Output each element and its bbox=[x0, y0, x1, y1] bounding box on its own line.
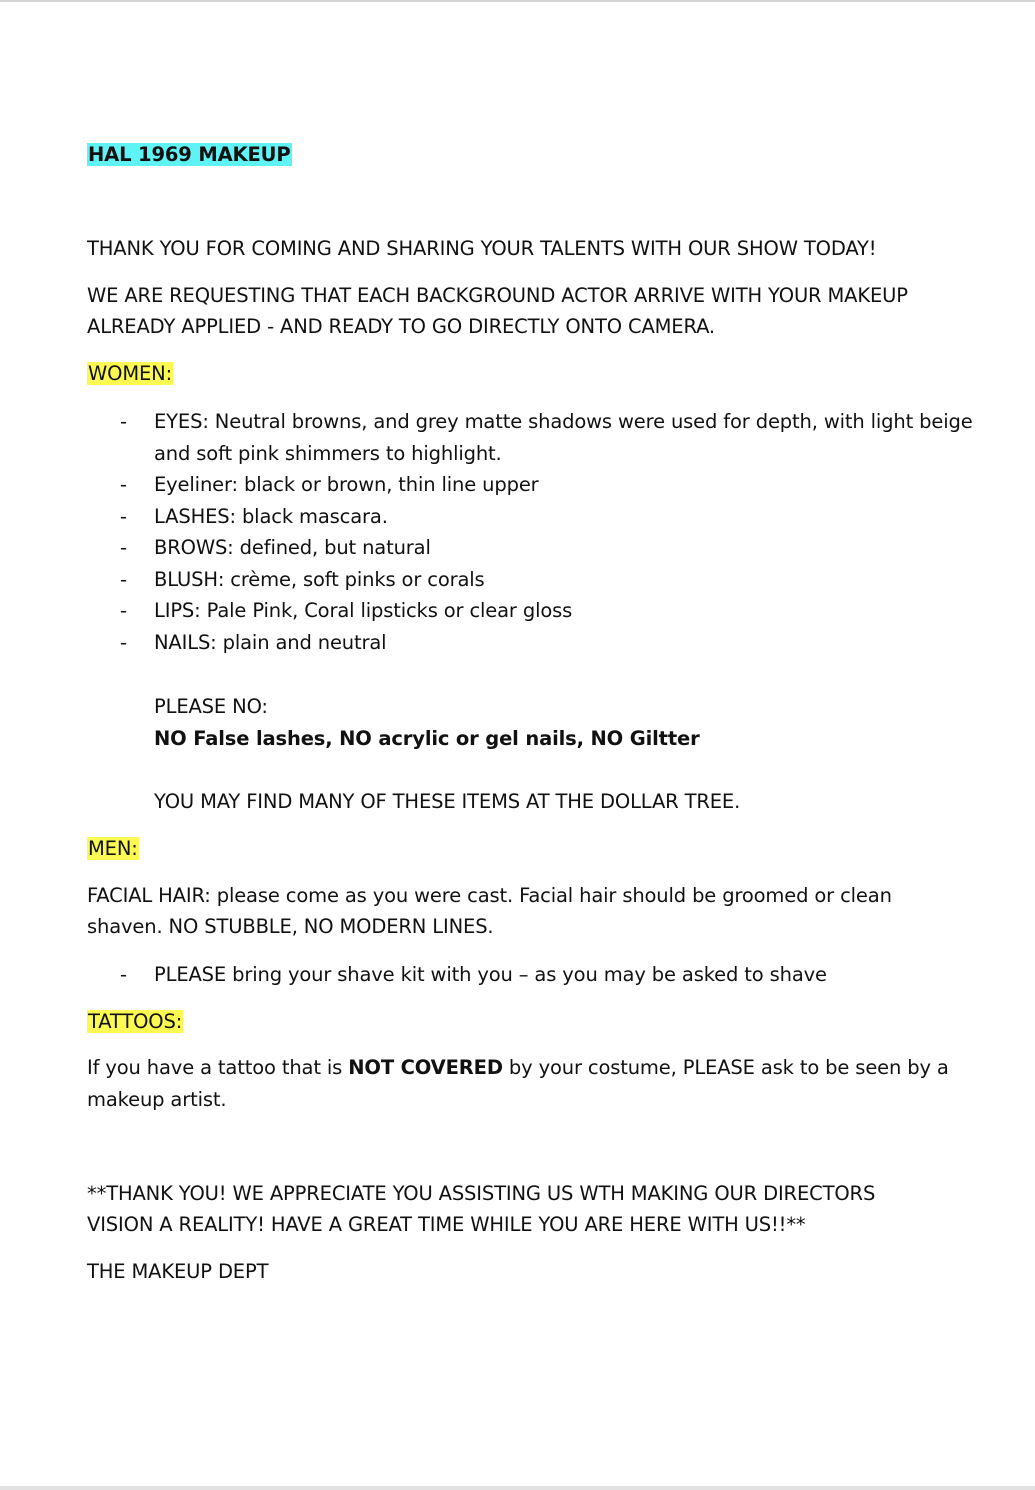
please-no-items bbox=[87, 723, 700, 755]
please-no-label: PLEASE NO: bbox=[154, 695, 268, 718]
please-no-items-text: NO False lashes, NO acrylic or gel nails, NO Giltter bbox=[154, 727, 700, 750]
list-item-text: LIPS: Pale Pink, Coral lipsticks or clear gloss bbox=[154, 599, 573, 622]
list-item-text: BLUSH: crème, soft pinks or corals bbox=[154, 567, 485, 591]
list-item bbox=[87, 406, 973, 469]
women-list bbox=[87, 406, 973, 658]
list-item-text-cont: and soft pink shimmers to highlight. bbox=[154, 441, 502, 465]
tattoos-line-2: makeup artist. bbox=[87, 1088, 227, 1111]
closing-line-2: VISION A REALITY! HAVE A GREAT TIME WHILE YOU ARE HERE WITH US!!** bbox=[87, 1213, 806, 1236]
women-heading-highlight: WOMEN: bbox=[88, 362, 173, 385]
request-line-1: WE ARE REQUESTING THAT EACH BACKGROUND ACTOR ARRIVE WITH YOUR MAKEUP bbox=[87, 284, 908, 307]
closing-line-1: **THANK YOU! WE APPRECIATE YOU ASSISTING US WTH MAKING OUR DIRECTORS bbox=[87, 1182, 876, 1205]
signature: THE MAKEUP DEPT bbox=[87, 1260, 269, 1283]
tattoos-line-1 bbox=[87, 1052, 949, 1084]
facial-hair-line-2: shaven. NO STUBBLE, NO MODERN LINES. bbox=[87, 915, 494, 938]
list-item-text: BROWS: defined, but natural bbox=[154, 536, 431, 559]
list-item bbox=[87, 469, 973, 501]
list-item bbox=[87, 564, 973, 596]
thank-you-line: THANK YOU FOR COMING AND SHARING YOUR TALENTS WITH OUR SHOW TODAY! bbox=[87, 237, 877, 260]
bullet-dash: - bbox=[120, 473, 127, 496]
document-title bbox=[87, 139, 292, 171]
dollar-tree-note: YOU MAY FIND MANY OF THESE ITEMS AT THE DOLLAR TREE. bbox=[154, 790, 741, 813]
title-highlight: HAL 1969 MAKEUP bbox=[88, 143, 291, 166]
bullet-dash: - bbox=[120, 567, 127, 591]
bullet-dash: - bbox=[120, 410, 127, 433]
bullet-dash: - bbox=[120, 630, 127, 654]
men-heading-highlight: MEN: bbox=[88, 837, 138, 860]
tattoos-heading-highlight: TATTOOS: bbox=[88, 1010, 183, 1033]
request-line-2: ALREADY APPLIED - AND READY TO GO DIRECTLY ONTO CAMERA. bbox=[87, 315, 715, 338]
list-item-text: Eyeliner: black or brown, thin line upper bbox=[154, 473, 539, 496]
list-item bbox=[87, 532, 973, 564]
tattoos-text-bold: NOT COVERED bbox=[348, 1056, 503, 1079]
list-item bbox=[87, 501, 973, 533]
women-heading bbox=[87, 358, 173, 390]
list-item-text: PLEASE bring your shave kit with you – as you may be asked to shave bbox=[154, 963, 827, 986]
bullet-dash: - bbox=[120, 504, 127, 528]
tattoos-text-after: by your costume, PLEASE ask to be seen by a bbox=[502, 1056, 949, 1079]
list-item-text: NAILS: plain and neutral bbox=[154, 630, 387, 654]
bullet-dash: - bbox=[120, 963, 127, 986]
list-item bbox=[87, 959, 827, 991]
tattoos-text-before: If you have a tattoo that is bbox=[87, 1056, 349, 1079]
list-item bbox=[87, 627, 973, 659]
list-item bbox=[87, 595, 973, 627]
list-item-text: LASHES: black mascara. bbox=[154, 504, 388, 528]
facial-hair-line-1: FACIAL HAIR: please come as you were cast. Facial hair should be groomed or clean bbox=[87, 884, 892, 907]
tattoos-heading bbox=[87, 1006, 183, 1038]
list-item-text: EYES: Neutral browns, and grey matte shadows were used for depth, with light beige bbox=[154, 410, 973, 433]
men-heading bbox=[87, 833, 139, 865]
men-list bbox=[87, 959, 827, 991]
bullet-dash: - bbox=[120, 536, 127, 559]
bullet-dash: - bbox=[120, 599, 127, 622]
